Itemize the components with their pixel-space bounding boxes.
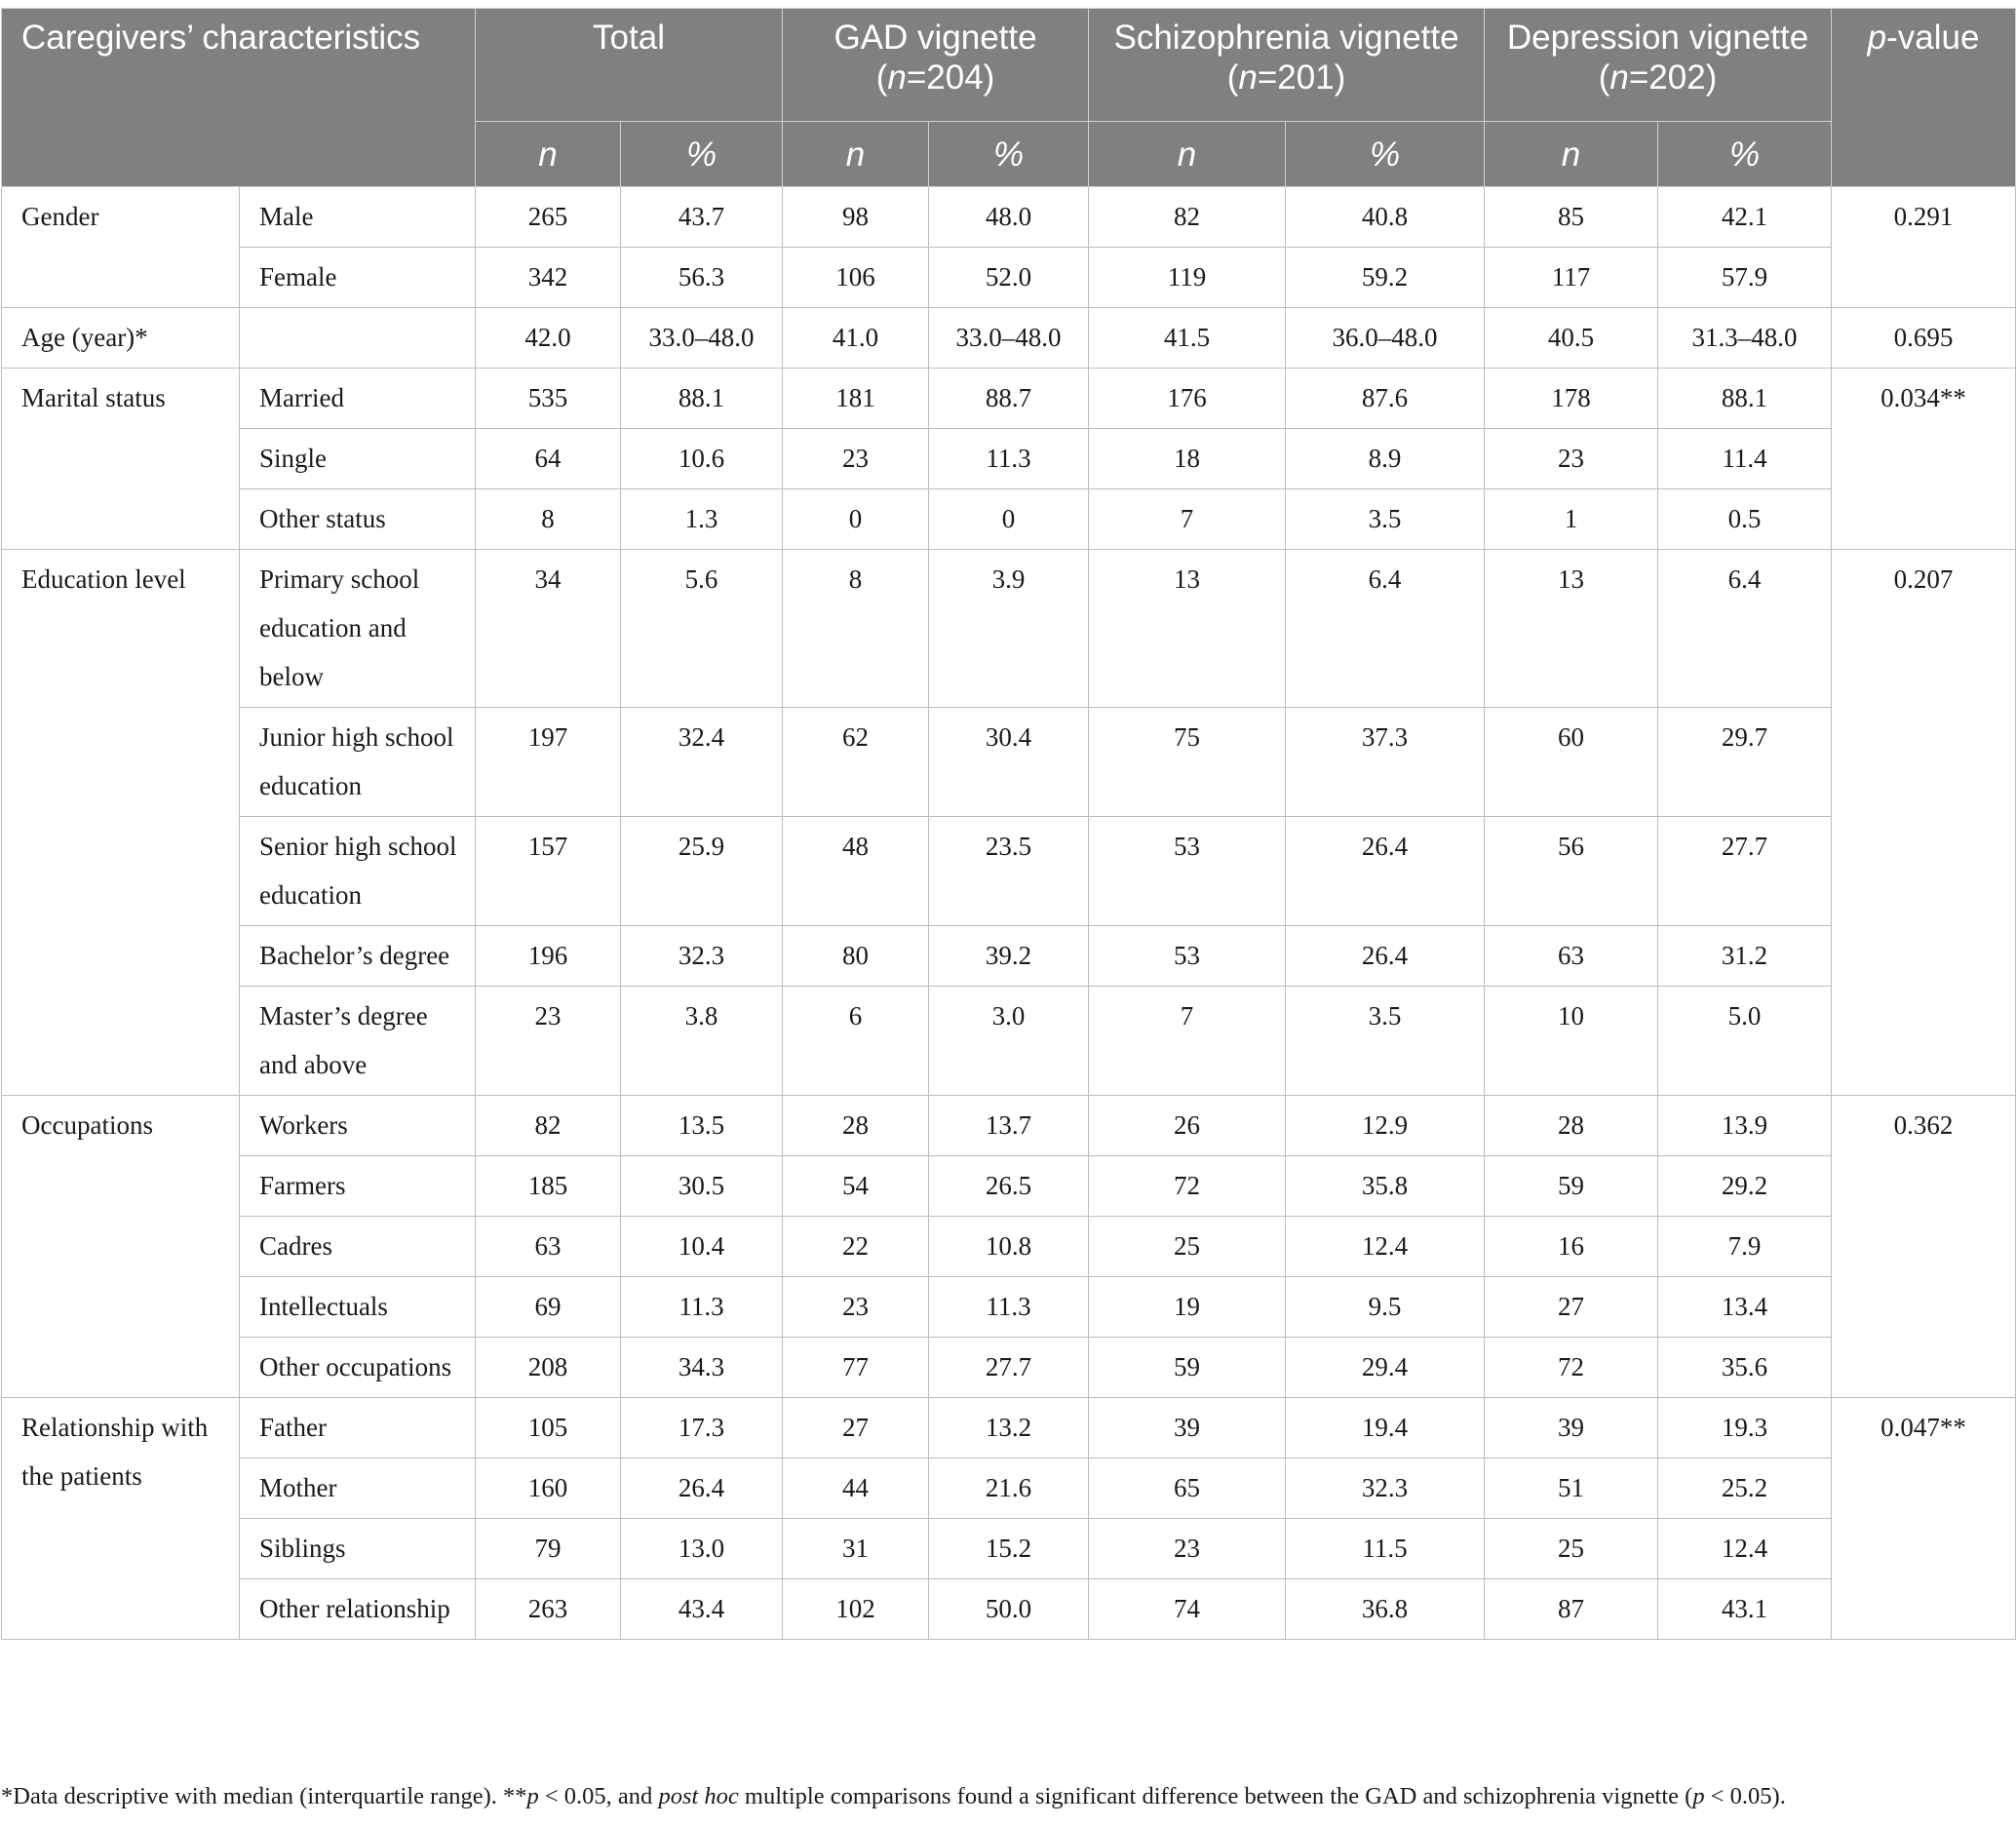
cell-schizophrenia-pct: 36.0–48.0 xyxy=(1286,308,1485,369)
subcategory-label: Junior high school education xyxy=(240,708,476,817)
cell-schizophrenia-n: 176 xyxy=(1089,369,1286,429)
cell-total-n: 157 xyxy=(476,817,621,926)
cell-total-n: 197 xyxy=(476,708,621,817)
subcategory-label: Cadres xyxy=(240,1217,476,1277)
header-schizophrenia-vignette: Schizophrenia vignette (n=201) xyxy=(1089,9,1485,122)
cell-gad-pct: 23.5 xyxy=(929,817,1089,926)
subcategory-label: Workers xyxy=(240,1096,476,1156)
cell-schizophrenia-pct: 35.8 xyxy=(1286,1156,1485,1217)
table-row xyxy=(2,187,2016,248)
subcategory-label: Intellectuals xyxy=(240,1277,476,1338)
cell-total-n: 196 xyxy=(476,926,621,987)
cell-gad-pct: 48.0 xyxy=(929,187,1089,248)
subcategory-label: Other relationship xyxy=(240,1579,476,1640)
cell-schizophrenia-n: 74 xyxy=(1089,1579,1286,1640)
cell-schizophrenia-pct: 12.4 xyxy=(1286,1217,1485,1277)
cell-gad-n: 41.0 xyxy=(783,308,929,369)
cell-gad-pct: 30.4 xyxy=(929,708,1089,817)
cell-gad-n: 54 xyxy=(783,1156,929,1217)
cell-gad-n: 23 xyxy=(783,1277,929,1338)
cell-schizophrenia-n: 19 xyxy=(1089,1277,1286,1338)
cell-depression-n: 28 xyxy=(1485,1096,1658,1156)
cell-total-pct: 26.4 xyxy=(621,1458,783,1519)
cell-total-n: 8 xyxy=(476,489,621,550)
cell-total-pct: 3.8 xyxy=(621,987,783,1096)
cell-total-pct: 13.5 xyxy=(621,1096,783,1156)
cell-depression-pct: 6.4 xyxy=(1658,550,1832,708)
cell-gad-n: 22 xyxy=(783,1217,929,1277)
table-row xyxy=(2,926,2016,987)
subcategory-label: Married xyxy=(240,369,476,429)
cell-schizophrenia-n: 72 xyxy=(1089,1156,1286,1217)
cell-total-n: 105 xyxy=(476,1398,621,1458)
cell-depression-n: 27 xyxy=(1485,1277,1658,1338)
table-row xyxy=(2,429,2016,489)
header-schizophrenia-pct: % xyxy=(1286,122,1485,187)
cell-depression-n: 72 xyxy=(1485,1338,1658,1398)
cell-depression-n: 59 xyxy=(1485,1156,1658,1217)
cell-depression-n: 23 xyxy=(1485,429,1658,489)
cell-total-pct: 33.0–48.0 xyxy=(621,308,783,369)
cell-schizophrenia-n: 7 xyxy=(1089,489,1286,550)
subcategory-label: Female xyxy=(240,248,476,308)
cell-gad-n: 27 xyxy=(783,1398,929,1458)
cell-schizophrenia-n: 39 xyxy=(1089,1398,1286,1458)
cell-depression-pct: 31.3–48.0 xyxy=(1658,308,1832,369)
cell-total-n: 69 xyxy=(476,1277,621,1338)
cell-depression-pct: 12.4 xyxy=(1658,1519,1832,1579)
table-row xyxy=(2,248,2016,308)
category-label: Marital status xyxy=(2,369,240,550)
cell-schizophrenia-n: 23 xyxy=(1089,1519,1286,1579)
p-value-cell: 0.291 xyxy=(1832,187,2016,308)
cell-total-pct: 17.3 xyxy=(621,1398,783,1458)
cell-schizophrenia-n: 65 xyxy=(1089,1458,1286,1519)
table-row xyxy=(2,369,2016,429)
cell-schizophrenia-pct: 26.4 xyxy=(1286,817,1485,926)
cell-depression-pct: 13.9 xyxy=(1658,1096,1832,1156)
cell-schizophrenia-pct: 6.4 xyxy=(1286,550,1485,708)
table-row xyxy=(2,1096,2016,1156)
table-body xyxy=(2,187,2016,1640)
cell-schizophrenia-pct: 29.4 xyxy=(1286,1338,1485,1398)
cell-total-n: 185 xyxy=(476,1156,621,1217)
cell-depression-pct: 31.2 xyxy=(1658,926,1832,987)
cell-total-pct: 32.3 xyxy=(621,926,783,987)
cell-total-pct: 13.0 xyxy=(621,1519,783,1579)
category-label: Occupations xyxy=(2,1096,240,1398)
header-depression-vignette: Depression vignette (n=202) xyxy=(1485,9,1832,122)
subcategory-label: Mother xyxy=(240,1458,476,1519)
cell-gad-pct: 33.0–48.0 xyxy=(929,308,1089,369)
cell-depression-pct: 19.3 xyxy=(1658,1398,1832,1458)
cell-depression-pct: 88.1 xyxy=(1658,369,1832,429)
table-row xyxy=(2,1458,2016,1519)
cell-depression-pct: 5.0 xyxy=(1658,987,1832,1096)
cell-total-pct: 1.3 xyxy=(621,489,783,550)
cell-total-n: 535 xyxy=(476,369,621,429)
cell-depression-pct: 7.9 xyxy=(1658,1217,1832,1277)
p-value-cell: 0.207 xyxy=(1832,550,2016,1096)
subcategory-label: Master’s degree and above xyxy=(240,987,476,1096)
cell-gad-pct: 13.2 xyxy=(929,1398,1089,1458)
cell-schizophrenia-pct: 11.5 xyxy=(1286,1519,1485,1579)
cell-total-pct: 25.9 xyxy=(621,817,783,926)
cell-gad-pct: 0 xyxy=(929,489,1089,550)
subcategory-label: Other status xyxy=(240,489,476,550)
cell-total-pct: 34.3 xyxy=(621,1338,783,1398)
subcategory-label: Primary school education and below xyxy=(240,550,476,708)
p-value-cell: 0.695 xyxy=(1832,308,2016,369)
cell-schizophrenia-pct: 12.9 xyxy=(1286,1096,1485,1156)
table-row xyxy=(2,817,2016,926)
subcategory-label: Senior high school education xyxy=(240,817,476,926)
table-row xyxy=(2,1519,2016,1579)
cell-schizophrenia-pct: 37.3 xyxy=(1286,708,1485,817)
cell-depression-pct: 25.2 xyxy=(1658,1458,1832,1519)
table-row xyxy=(2,489,2016,550)
cell-depression-pct: 35.6 xyxy=(1658,1338,1832,1398)
cell-total-n: 34 xyxy=(476,550,621,708)
table-row xyxy=(2,1579,2016,1640)
cell-schizophrenia-n: 53 xyxy=(1089,817,1286,926)
cell-gad-pct: 52.0 xyxy=(929,248,1089,308)
cell-gad-pct: 11.3 xyxy=(929,429,1089,489)
cell-depression-pct: 11.4 xyxy=(1658,429,1832,489)
header-gad-vignette: GAD vignette (n=204) xyxy=(783,9,1089,122)
cell-schizophrenia-pct: 3.5 xyxy=(1286,489,1485,550)
cell-depression-n: 51 xyxy=(1485,1458,1658,1519)
cell-depression-pct: 29.7 xyxy=(1658,708,1832,817)
header-gad-n: n xyxy=(783,122,929,187)
cell-depression-n: 40.5 xyxy=(1485,308,1658,369)
table-row xyxy=(2,987,2016,1096)
cell-gad-pct: 13.7 xyxy=(929,1096,1089,1156)
cell-schizophrenia-pct: 9.5 xyxy=(1286,1277,1485,1338)
cell-total-pct: 56.3 xyxy=(621,248,783,308)
cell-gad-n: 6 xyxy=(783,987,929,1096)
header-total-pct: % xyxy=(621,122,783,187)
cell-gad-n: 106 xyxy=(783,248,929,308)
cell-total-n: 23 xyxy=(476,987,621,1096)
cell-total-pct: 10.4 xyxy=(621,1217,783,1277)
table-row xyxy=(2,1217,2016,1277)
header-depression-n: n xyxy=(1485,122,1658,187)
cell-depression-pct: 0.5 xyxy=(1658,489,1832,550)
cell-total-pct: 10.6 xyxy=(621,429,783,489)
cell-depression-n: 10 xyxy=(1485,987,1658,1096)
cell-gad-n: 8 xyxy=(783,550,929,708)
caregiver-characteristics-table xyxy=(1,8,2016,1640)
cell-schizophrenia-n: 75 xyxy=(1089,708,1286,817)
cell-depression-pct: 43.1 xyxy=(1658,1579,1832,1640)
subcategory-label: Single xyxy=(240,429,476,489)
cell-schizophrenia-pct: 32.3 xyxy=(1286,1458,1485,1519)
cell-depression-n: 25 xyxy=(1485,1519,1658,1579)
cell-depression-n: 56 xyxy=(1485,817,1658,926)
cell-total-pct: 43.4 xyxy=(621,1579,783,1640)
cell-schizophrenia-n: 25 xyxy=(1089,1217,1286,1277)
subcategory-label xyxy=(240,308,476,369)
cell-depression-n: 178 xyxy=(1485,369,1658,429)
cell-gad-pct: 11.3 xyxy=(929,1277,1089,1338)
cell-total-pct: 30.5 xyxy=(621,1156,783,1217)
cell-depression-pct: 29.2 xyxy=(1658,1156,1832,1217)
cell-schizophrenia-pct: 36.8 xyxy=(1286,1579,1485,1640)
cell-schizophrenia-pct: 40.8 xyxy=(1286,187,1485,248)
cell-schizophrenia-n: 119 xyxy=(1089,248,1286,308)
cell-schizophrenia-n: 53 xyxy=(1089,926,1286,987)
cell-depression-n: 117 xyxy=(1485,248,1658,308)
subcategory-label: Father xyxy=(240,1398,476,1458)
category-label: Education level xyxy=(2,550,240,1096)
cell-total-pct: 11.3 xyxy=(621,1277,783,1338)
cell-depression-n: 60 xyxy=(1485,708,1658,817)
cell-gad-n: 62 xyxy=(783,708,929,817)
cell-depression-pct: 57.9 xyxy=(1658,248,1832,308)
table-footnote: *Data descriptive with median (interquartile range). **p < 0.05, and post hoc multiple comparisons found a significant difference between the GAD and schizophrenia vignette (p < 0.05). xyxy=(1,1783,1786,1809)
table-row xyxy=(2,1277,2016,1338)
table-row xyxy=(2,708,2016,817)
header-depression-pct: % xyxy=(1658,122,1832,187)
p-value-cell: 0.047** xyxy=(1832,1398,2016,1640)
cell-gad-n: 23 xyxy=(783,429,929,489)
category-label: Age (year)* xyxy=(2,308,240,369)
cell-gad-n: 80 xyxy=(783,926,929,987)
cell-schizophrenia-pct: 26.4 xyxy=(1286,926,1485,987)
cell-depression-n: 85 xyxy=(1485,187,1658,248)
cell-total-n: 63 xyxy=(476,1217,621,1277)
header-p-value: p-value xyxy=(1832,9,2016,187)
cell-gad-pct: 3.0 xyxy=(929,987,1089,1096)
cell-total-pct: 43.7 xyxy=(621,187,783,248)
cell-schizophrenia-n: 13 xyxy=(1089,550,1286,708)
cell-depression-n: 1 xyxy=(1485,489,1658,550)
cell-total-n: 42.0 xyxy=(476,308,621,369)
cell-total-n: 64 xyxy=(476,429,621,489)
cell-gad-n: 28 xyxy=(783,1096,929,1156)
cell-gad-pct: 3.9 xyxy=(929,550,1089,708)
subcategory-label: Bachelor’s degree xyxy=(240,926,476,987)
cell-depression-n: 87 xyxy=(1485,1579,1658,1640)
cell-gad-n: 181 xyxy=(783,369,929,429)
cell-total-n: 342 xyxy=(476,248,621,308)
subcategory-label: Farmers xyxy=(240,1156,476,1217)
cell-schizophrenia-pct: 3.5 xyxy=(1286,987,1485,1096)
table-row xyxy=(2,1398,2016,1458)
cell-total-n: 208 xyxy=(476,1338,621,1398)
cell-total-n: 79 xyxy=(476,1519,621,1579)
cell-depression-n: 63 xyxy=(1485,926,1658,987)
cell-total-n: 265 xyxy=(476,187,621,248)
cell-total-pct: 5.6 xyxy=(621,550,783,708)
cell-gad-pct: 15.2 xyxy=(929,1519,1089,1579)
cell-schizophrenia-n: 82 xyxy=(1089,187,1286,248)
table-row xyxy=(2,1338,2016,1398)
cell-schizophrenia-n: 7 xyxy=(1089,987,1286,1096)
subcategory-label: Siblings xyxy=(240,1519,476,1579)
cell-schizophrenia-n: 18 xyxy=(1089,429,1286,489)
cell-schizophrenia-pct: 8.9 xyxy=(1286,429,1485,489)
cell-gad-pct: 39.2 xyxy=(929,926,1089,987)
header-schizophrenia-n: n xyxy=(1089,122,1286,187)
cell-depression-n: 16 xyxy=(1485,1217,1658,1277)
cell-schizophrenia-n: 26 xyxy=(1089,1096,1286,1156)
header-total-n: n xyxy=(476,122,621,187)
subcategory-label: Other occupations xyxy=(240,1338,476,1398)
cell-schizophrenia-pct: 59.2 xyxy=(1286,248,1485,308)
cell-total-n: 82 xyxy=(476,1096,621,1156)
cell-gad-pct: 50.0 xyxy=(929,1579,1089,1640)
cell-total-n: 160 xyxy=(476,1458,621,1519)
category-label: Relationship with the patients xyxy=(2,1398,240,1640)
cell-schizophrenia-pct: 87.6 xyxy=(1286,369,1485,429)
cell-gad-pct: 27.7 xyxy=(929,1338,1089,1398)
cell-gad-n: 44 xyxy=(783,1458,929,1519)
header-gad-pct: % xyxy=(929,122,1089,187)
table-row xyxy=(2,550,2016,708)
cell-gad-pct: 88.7 xyxy=(929,369,1089,429)
cell-depression-n: 39 xyxy=(1485,1398,1658,1458)
cell-depression-n: 13 xyxy=(1485,550,1658,708)
cell-total-pct: 88.1 xyxy=(621,369,783,429)
table-row xyxy=(2,1156,2016,1217)
cell-gad-n: 0 xyxy=(783,489,929,550)
subcategory-label: Male xyxy=(240,187,476,248)
cell-depression-pct: 42.1 xyxy=(1658,187,1832,248)
cell-gad-n: 98 xyxy=(783,187,929,248)
p-value-cell: 0.362 xyxy=(1832,1096,2016,1398)
cell-schizophrenia-n: 41.5 xyxy=(1089,308,1286,369)
cell-depression-pct: 13.4 xyxy=(1658,1277,1832,1338)
table-row xyxy=(2,308,2016,369)
category-label: Gender xyxy=(2,187,240,308)
header-characteristics: Caregivers’ characteristics xyxy=(2,9,476,187)
cell-gad-pct: 21.6 xyxy=(929,1458,1089,1519)
cell-gad-n: 102 xyxy=(783,1579,929,1640)
p-value-cell: 0.034** xyxy=(1832,369,2016,550)
cell-schizophrenia-pct: 19.4 xyxy=(1286,1398,1485,1458)
cell-gad-pct: 10.8 xyxy=(929,1217,1089,1277)
cell-schizophrenia-n: 59 xyxy=(1089,1338,1286,1398)
cell-depression-pct: 27.7 xyxy=(1658,817,1832,926)
cell-total-pct: 32.4 xyxy=(621,708,783,817)
header-total: Total xyxy=(476,9,783,122)
cell-gad-n: 48 xyxy=(783,817,929,926)
cell-gad-n: 77 xyxy=(783,1338,929,1398)
cell-gad-n: 31 xyxy=(783,1519,929,1579)
cell-total-n: 263 xyxy=(476,1579,621,1640)
cell-gad-pct: 26.5 xyxy=(929,1156,1089,1217)
